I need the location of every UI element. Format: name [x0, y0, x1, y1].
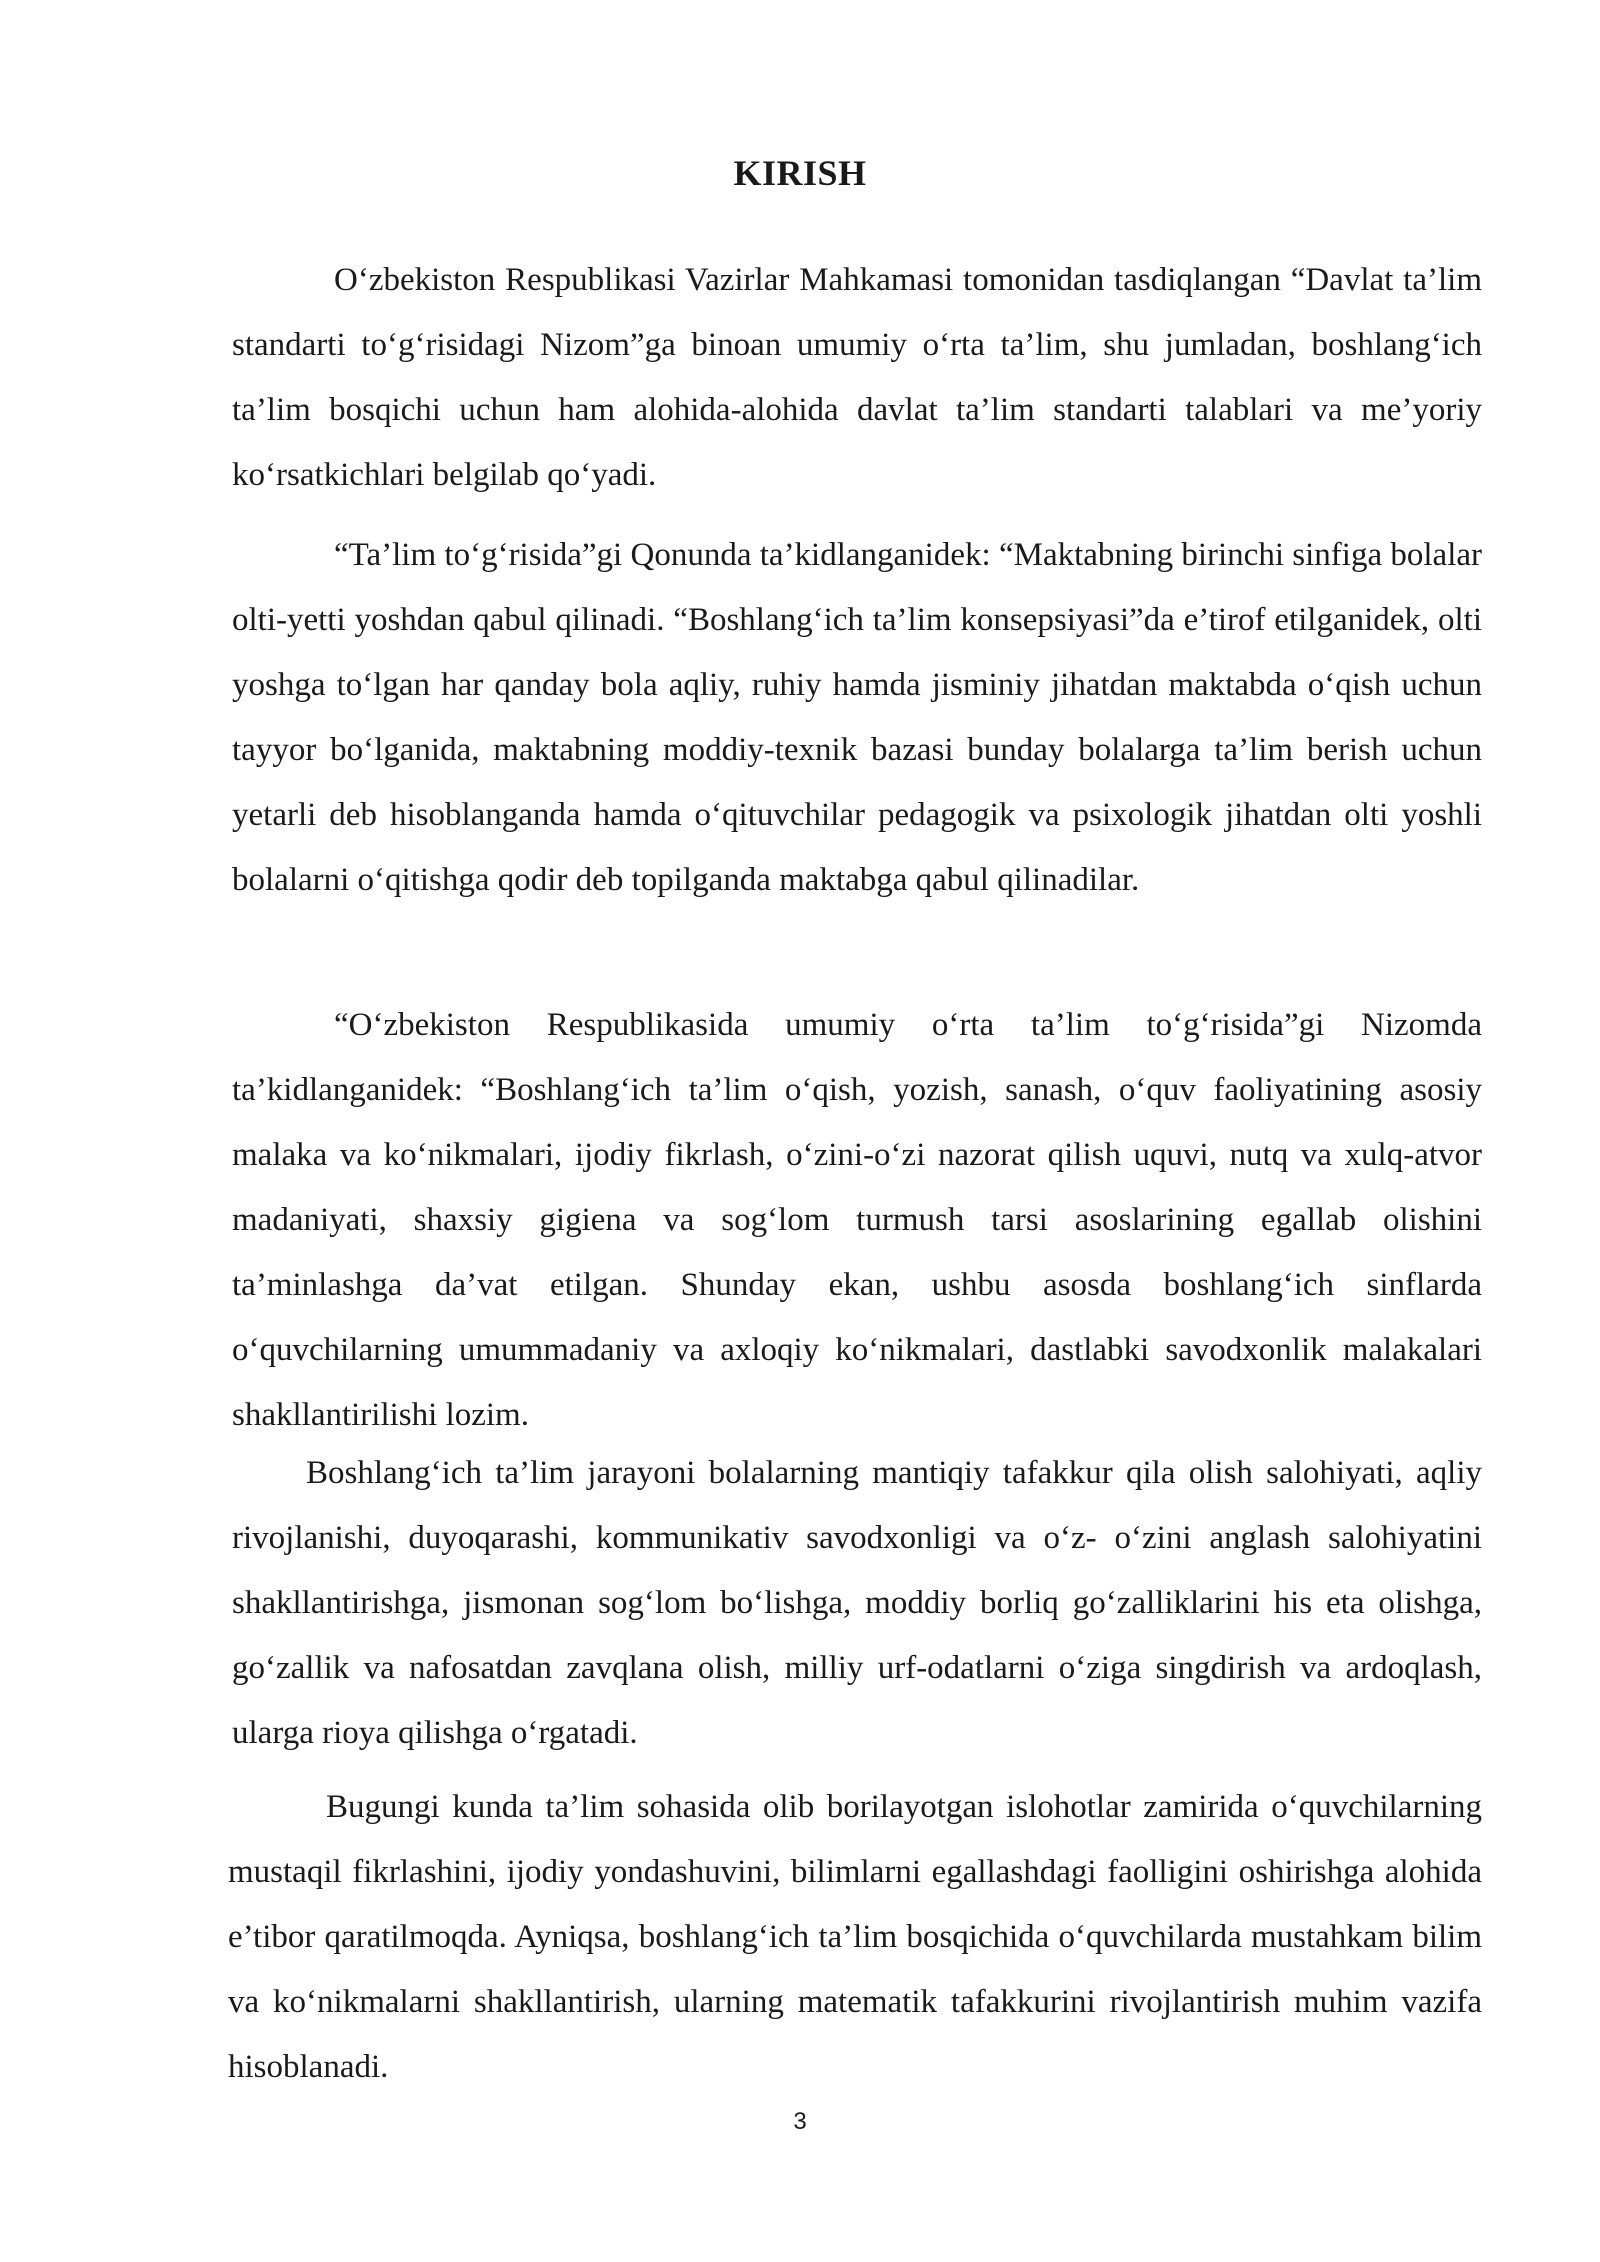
page-number: 3 [793, 2108, 807, 2135]
paragraph-1: O‘zbekiston Respublikasi Vazirlar Mahkamasi tomonidan tasdiqlangan “Davlat ta’lim standarti to‘g‘risidagi Nizom”ga binoan umumiy o‘rta ta’lim, shu jumladan, boshlang‘ich ta’lim bosqichi uchun ham alohida-alohida davlat ta’lim standarti talablari va me’yoriy ko‘rsatkichlari belgilab qo‘yadi. [232, 262, 1482, 493]
paragraph-2: “Ta’lim to‘g‘risida”gi Qonunda ta’kidlanganidek: “Maktabning birinchi sinfiga bolalar olti-yetti yoshdan qabul qilinadi. “Boshlang‘ich ta’lim konsepsiyasi”da e’tirof etilganidek, olti yoshga to‘lgan har qanday bola aqliy, ruhiy hamda jisminiy jihatdan maktabda o‘qish uchun tayyor bo‘lganida, maktabning moddiy-texnik bazasi bunday bolalarga ta’lim berish uchun yetarli deb hisoblanganda hamda o‘qituvchilar pedagogik va psixologik jihatdan olti yoshli bolalarni o‘qitishga qodir deb topilganda maktabga qabul qilinadilar. [232, 537, 1482, 898]
paragraph-5: Bugungi kunda ta’lim sohasida olib borilayotgan islohotlar zamirida o‘quvchilarning mustaqil fikrlashini, ijodiy yondashuvini, bilimlarni egallashdagi faolligini oshirishga alohida e’tibor qaratilmoqda. Ayniqsa, boshlang‘ich ta’lim bosqichida o‘quvchilarda mustahkam bilim va ko‘nikmalarni shakllantirish, ularning matematik tafakkurini rivojlantirish muhim vazifa hisoblanadi. [228, 1789, 1482, 2085]
paragraph-3: “O‘zbekiston Respublikasida umumiy o‘rta ta’lim to‘g‘risida”gi Nizomda ta’kidlanganidek: “Boshlang‘ich ta’lim o‘qish, yozish, sanash, o‘quv faoliyatining asosiy malaka va ko‘nikmalari, ijodiy fikrlash, o‘zini-o‘zi nazorat qilish uquvi, nutq va xulq-atvor madaniyati, shaxsiy gigiena va sog‘lom turmush tarsi asoslarining egallab olishini ta’minlashga da’vat etilgan. Shunday ekan, ushbu asosda boshlang‘ich sinflarda o‘quvchilarning umummadaniy va axloqiy ko‘nikmalari, dastlabki savodxonlik malakalari shakllantirilishi lozim. [232, 1007, 1482, 1433]
page-title: KIRISH [733, 153, 867, 193]
paragraph-4: Boshlang‘ich ta’lim jarayoni bolalarning mantiqiy tafakkur qila olish salohiyati, aqliy rivojlanishi, duyoqarashi, kommunikativ savodxonligi va o‘z- o‘zini anglash salohiyatini shakllantirishga, jismonan sog‘lom bo‘lishga, moddiy borliq go‘zalliklarini his eta olishga, go‘zallik va nafosatdan zavqlana olish, milliy urf-odatlarni o‘ziga singdirish va ardoqlash, ularga rioya qilishga o‘rgatadi. [232, 1455, 1482, 1751]
